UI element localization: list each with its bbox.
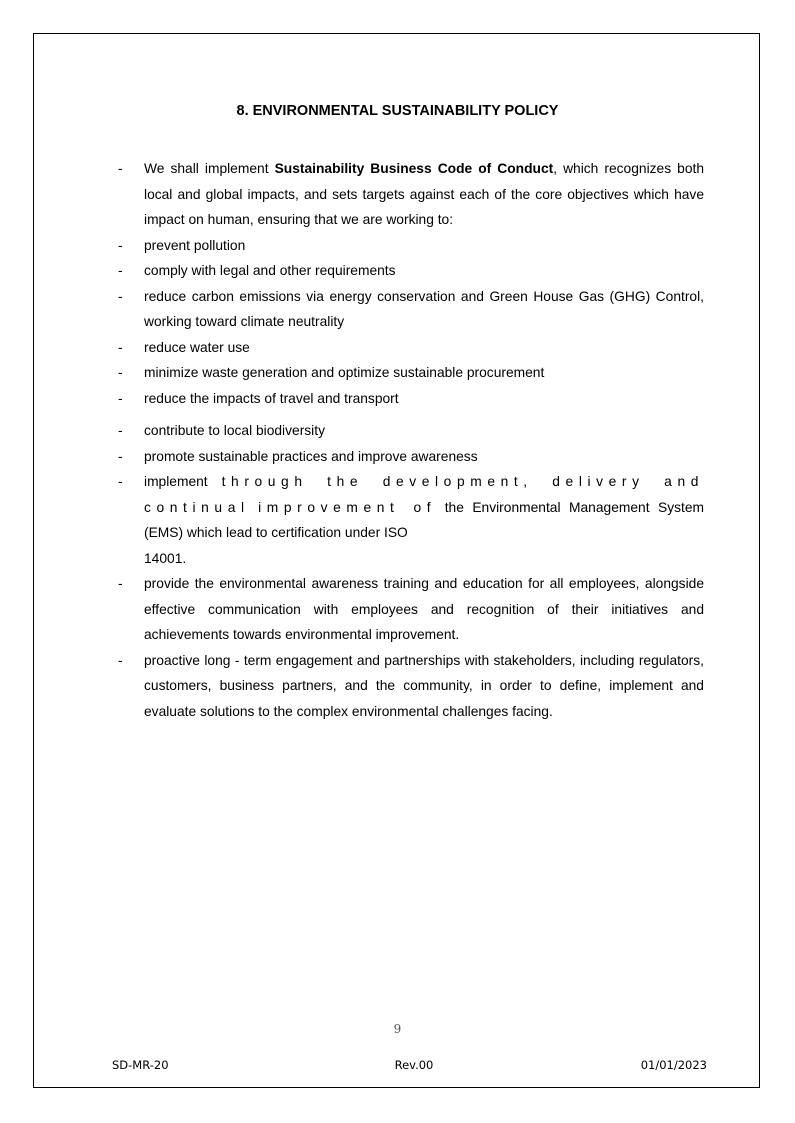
list-item [118, 648, 704, 725]
list-item [118, 233, 704, 259]
item-text: contribute to local biodiversity [144, 423, 325, 438]
bullet-dash: - [118, 423, 123, 438]
list-item [118, 360, 704, 386]
item-text-intro: implement [144, 474, 222, 489]
item-text-spaced: through the development, delivery and continual [144, 474, 704, 515]
bullet-dash: - [118, 652, 123, 668]
list-item [118, 284, 704, 335]
bullet-dash: - [118, 161, 123, 176]
bullet-dash: - [118, 448, 123, 464]
item-text-intro: We shall implement [144, 161, 275, 176]
list-item [118, 469, 704, 571]
bullet-dash: - [118, 365, 123, 380]
bullet-dash: - [118, 390, 123, 406]
item-text: comply with legal and other requirements [144, 263, 396, 278]
bullet-dash: - [118, 339, 123, 355]
list-item [118, 335, 704, 361]
item-text: promote sustainable practices and improve awareness [144, 448, 478, 464]
bullet-dash: - [118, 263, 123, 278]
item-text: provide the environmental awareness training and education for all employees, alongside effective communication with employees and recognition of their initiatives and achievements towards environmental improvement. [144, 576, 704, 642]
footer-doc-code: SD-MR-20 [112, 1058, 169, 1072]
item-text: prevent pollution [144, 237, 246, 253]
policy-list [118, 156, 704, 724]
item-text-bold: Sustainability Business Code of Conduct [274, 161, 554, 176]
footer-revision: Rev.00 [394, 1058, 434, 1072]
bullet-dash: - [118, 288, 123, 304]
list-item [118, 571, 704, 648]
bullet-dash: - [118, 474, 123, 489]
item-text: reduce the impacts of travel and transport [144, 390, 399, 406]
list-item [118, 156, 704, 233]
list-item [118, 386, 704, 412]
item-text: reduce carbon emissions via energy conservation and Green House Gas (GHG) Control, working toward climate neutrality [144, 288, 704, 329]
section-heading: 8. ENVIRONMENTAL SUSTAINABILITY POLICY [236, 103, 559, 119]
item-text-rest: the Environmental Management System (EMS) which lead to certification under ISO [144, 499, 704, 540]
list-item [118, 418, 704, 444]
item-text-last-line: 14001. [144, 550, 187, 566]
footer-date: 01/01/2023 [640, 1058, 707, 1072]
list-item [118, 444, 704, 470]
page-number: 9 [393, 1022, 402, 1036]
list-item [118, 258, 704, 284]
item-text: reduce water use [144, 339, 250, 355]
bullet-dash: - [118, 237, 123, 253]
item-text-rest: , which recognizes both local and global impacts, and sets targets against each of the core objectives which have impact on human, ensuring that we are working to: [144, 161, 704, 227]
item-text: proactive long - term engagement and partnerships with stakeholders, including regulators, customers, business partners, and the community, in order to define, implement and evaluate solutions to the complex environmental challenges facing. [144, 652, 704, 719]
item-text: minimize waste generation and optimize sustainable procurement [144, 365, 545, 380]
item-text-spaced: improvement of [258, 499, 437, 515]
bullet-dash: - [118, 576, 123, 591]
